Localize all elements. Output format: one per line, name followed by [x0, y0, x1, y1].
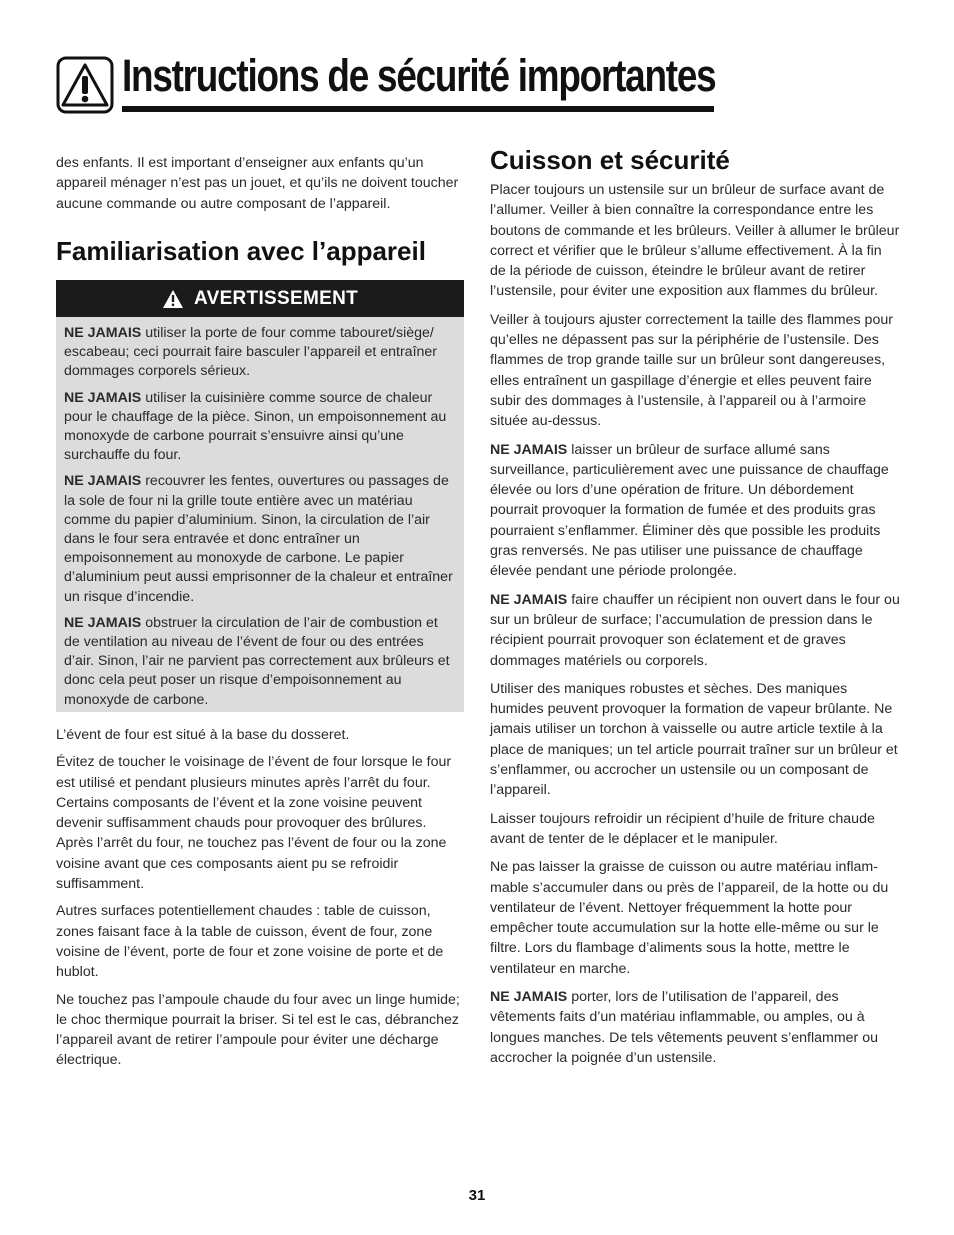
paragraph-text: faire chauffer un récipient non ouvert dans le four ou sur un brûleur de surface; l’accumulation de pression dans le récipient pourrait provoquer son éclatement et de graves dommages matériels ou corporels. [490, 591, 900, 669]
body-paragraph: Évitez de toucher le voisinage de l’évent de four lorsque le four est utilisé et pendant plusieurs minutes après l’arrêt du four. Certains composants de l’évent et la zone voisine peuvent devenir suffisamment chauds pour provoquer des brûlures. Après l’arrêt du four, ne touchez pas l’évent de four ou la zone voisine avant que ces composants aient pu se refroidir suffisamment. [56, 754, 452, 893]
body-paragraph [490, 987, 900, 1068]
body-paragraph [490, 679, 900, 801]
body-paragraph: Ne touchez pas l’ampoule chaude du four avec un linge humide; le choc thermique pourrait la briser. Si tel est le cas, débranchez l’appareil avant de retirer l’ampoule pour éviter une décharge électrique. [56, 991, 460, 1069]
paragraph-lead: NE JAMAIS [490, 591, 568, 608]
warning-item-lead: NE JAMAIS [64, 389, 142, 406]
paragraph-text: Utiliser des maniques robustes et sèches. Des maniques humides peuvent provoquer la formation de vapeur brûlante. Ne jamais utiliser un torchon à vaisselle ou autre article textile à la place de maniques; un tel article pourrait traîner sur un brûleur et s’enflammer, ou accrocher un ustensile ou un composant de l’appareil. [490, 680, 898, 799]
warning-label: AVERTISSEMENT [193, 287, 358, 309]
paragraph-text: Veiller à toujours ajuster correctement la taille des flammes pour qu’elles ne dépassent pas sur la périphérie de l’ustensile. Des flammes de trop grande taille sur un brûleur sont dangereuses, elles entraînent un gaspillage d’énergie et elles peuvent faire subir des dommages à l’ustensile, à l’appareil ou à l’armoire située au-dessus. [490, 311, 893, 430]
warning-banner [56, 280, 464, 317]
warning-small-icon [162, 289, 184, 309]
warning-item [64, 324, 456, 382]
page-number: 31 [468, 1187, 486, 1204]
paragraph-text: Laisser toujours refroidir un récipient d’huile de friture chaude avant de tenter de le déplacer et le manipuler. [490, 810, 875, 847]
left-body [56, 725, 466, 1078]
warning-item-lead: NE JAMAIS [64, 325, 142, 341]
paragraph-lead: NE JAMAIS [490, 988, 568, 1005]
section-heading-cuisson: Cuisson et sécurité [490, 145, 730, 175]
paragraph-lead: NE JAMAIS [490, 441, 568, 458]
section-heading-familiarisation: Familiarisation avec l’appareil [56, 236, 426, 266]
right-body [490, 180, 900, 1076]
page-header [56, 50, 716, 120]
body-paragraph [490, 809, 900, 850]
body-paragraph: L’évent de four est situé à la base du dosseret. [56, 727, 350, 743]
warning-item-text: utiliser la porte de four comme tabouret/siège/ escabeau; ceci pourrait faire basculer l’appareil et entraîner dommages corporels sérieux. [64, 325, 438, 380]
warning-item-text: recouvrer les fentes, ouvertures ou passages de la sole de four ni la grille toute entière avec un matériau comme du papier d’aluminium. Sinon, la circulation de l’air dans le four sera entravée et donc entraîner un empoisonnement au monoxyde de carbone. Le papier d’aluminium peut aussi emprisonner de la chaleur et entraîner un risque d’incendie. [64, 473, 453, 605]
page-title: Instructions de sécurité importantes [122, 50, 716, 101]
warning-item [64, 614, 456, 710]
warning-item-text: utiliser la cuisinière comme source de chaleur pour le chauffage de la pièce. Sinon, un empoisonnement au monoxyde de carbone pourrait s’ensuivre ainsi qu’une surchauffe du four. [64, 389, 447, 464]
warning-item [64, 389, 456, 466]
paragraph-text: porter, lors de l’utilisation de l’appareil, des vêtements faits d’un matériau inflammable, ou amples, ou à longues manches. De tels vêtements peuvent s’enflammer ou accrocher la poignée d’un ustensile. [490, 988, 878, 1066]
body-paragraph [490, 440, 900, 582]
warning-triangle-icon [56, 56, 114, 114]
warning-item-lead: NE JAMAIS [64, 614, 142, 631]
warning-item-lead: NE JAMAIS [64, 473, 142, 490]
body-paragraph [490, 590, 900, 671]
title-underline [122, 106, 714, 112]
warning-item-text: obstruer la circulation de l’air de combustion et de ventilation au niveau de l’évent de four ou des entrées d’air. Sinon, l’air ne parvient pas correctement aux brûleurs et donc cela peut poser un risque d’empoisonnement au monoxyde de carbone. [64, 614, 450, 708]
body-paragraph [490, 180, 900, 302]
warning-item [64, 472, 456, 606]
warning-box [56, 317, 464, 712]
intro-paragraph: des enfants. Il est important d’enseigner aux enfants qu’un appareil ménager n’est pas un jouet, et qu’ils ne doivent toucher aucune commande ou autre composant de l’appareil. [56, 155, 459, 212]
body-paragraph: Autres surfaces potentiellement chaudes : table de cuisson, zones faisant face à la table de cuisson, évent de four, zone voisine de l’évent, porte de four et zone voisine de porte et de hublot. [56, 903, 444, 981]
paragraph-text: Ne pas laisser la graisse de cuisson ou autre matériau inflam- mable s’accumuler dans ou près de l’appareil, de la hotte ou du ventilateur de l’évent. Nettoyer fréquemment la hotte pour empêcher toute accumulation sur la hotte elle-même ou sur le filtre. Lors du flambage d’aliments sous la hotte, mettre le ventilateur en marche. [490, 859, 889, 977]
paragraph-text: Placer toujours un ustensile sur un brûleur de surface avant de l’allumer. Veiller à bien connaître la correspondance entre les boutons de commande et les brûleurs. Veiller à allumer le brûleur correct et vérifier que le brûleur s’allume effectivement. À la fin de la période de cuisson, éteindre le brûleur avant de retirer l’ustensile, pour éviter une exposition aux flammes du brûleur. [490, 182, 900, 300]
body-paragraph [490, 310, 900, 432]
paragraph-text: laisser un brûleur de surface allumé sans surveillance, particulièrement avec une puissance de chauffage élevée ou lors d’une opération de friture. Un débordement pourrait provoquer la formation de fumée et des produits gras pourraient s’enflammer. Éliminer dès que possible les produits gras renversés. Ne pas utiliser une puissance de chauffage élevée pendant une période prolongée. [490, 441, 889, 580]
body-paragraph [490, 857, 900, 979]
